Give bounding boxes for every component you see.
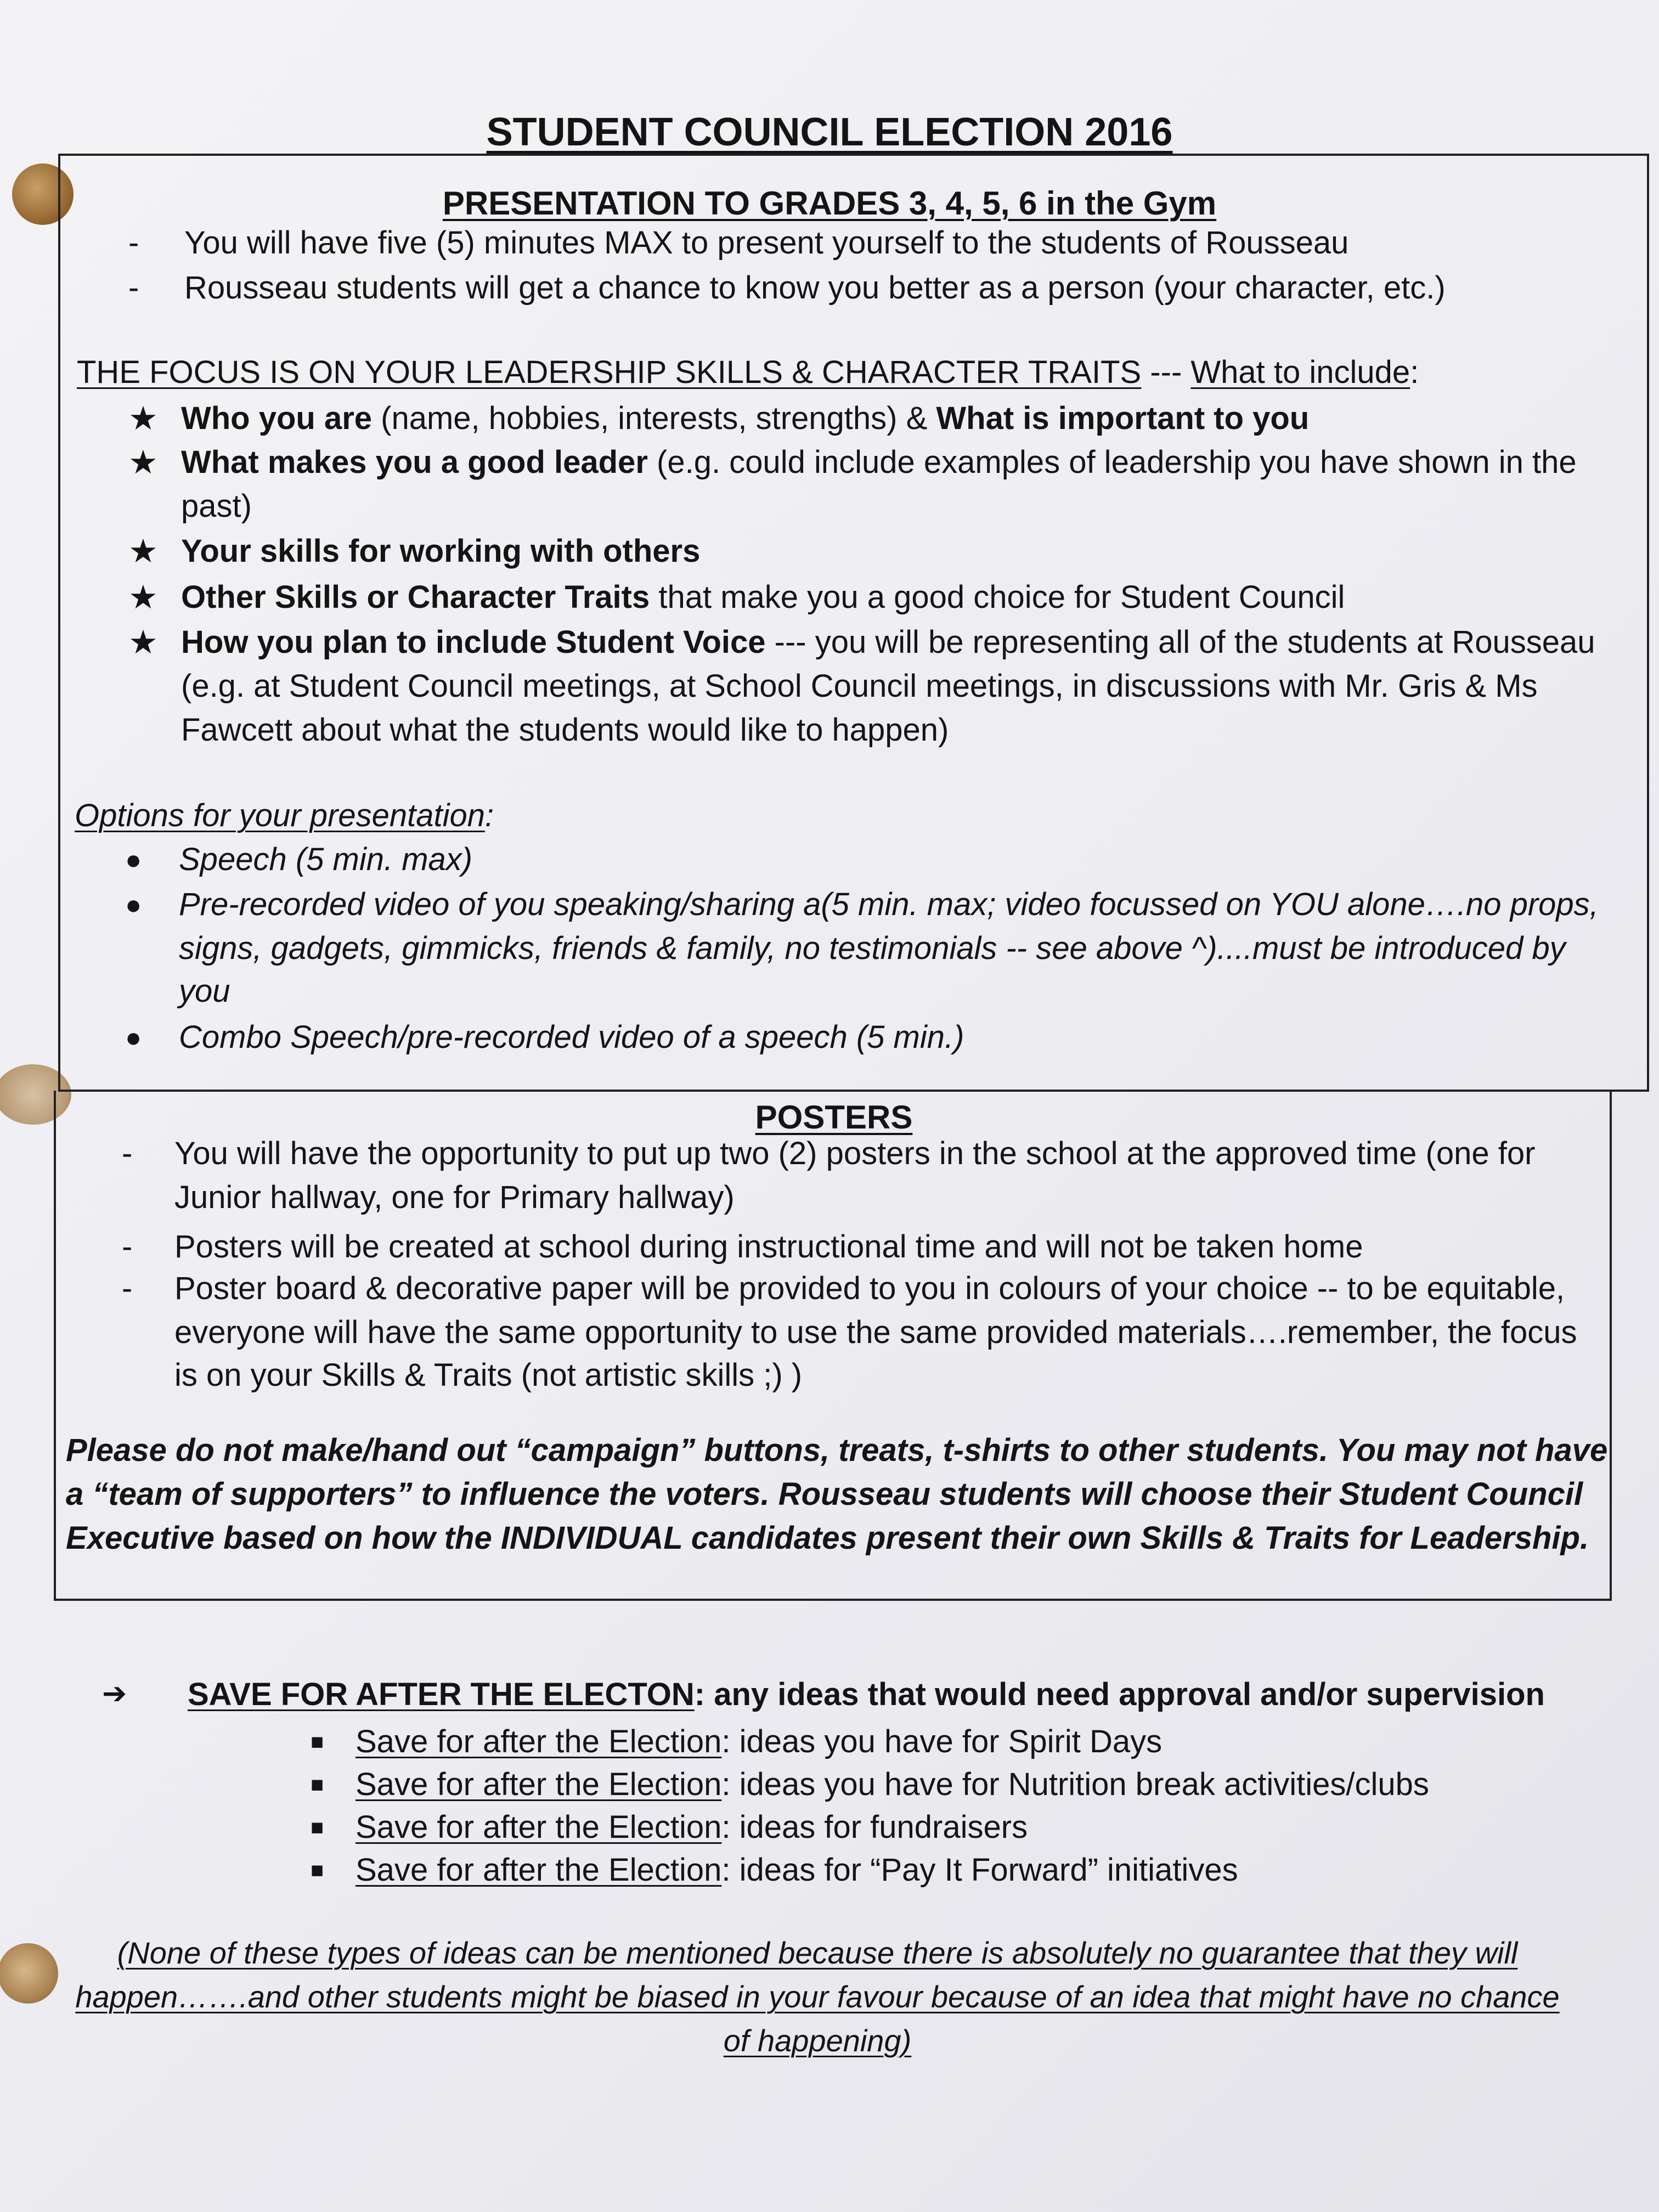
star-icon: ★ <box>128 400 158 437</box>
focus-item-5-text: --- you will be representing all of the students at Rousseau <box>765 624 1595 660</box>
focus-item-3 <box>181 530 700 573</box>
square-bullet-icon: ■ <box>311 1815 324 1839</box>
campaign-warning <box>66 1429 1613 1560</box>
focus-heading-tail: What to include <box>1190 354 1410 390</box>
focus-item-2-bold: What makes you a good leader <box>181 444 648 480</box>
square-bullet-icon: ■ <box>311 1730 324 1754</box>
square-bullet-icon: ■ <box>311 1773 324 1797</box>
after-item-text: : ideas for fundraisers <box>721 1809 1028 1845</box>
bullet-icon: ● <box>125 889 142 920</box>
closing-note <box>55 1931 1580 2063</box>
note-line-3: of happening) <box>723 2023 912 2058</box>
star-icon: ★ <box>128 533 158 569</box>
warning-line-2: a “team of supporters” to influence the voters. Rousseau students will choose their Student Council <box>66 1476 1583 1512</box>
option-video-cont-1: signs, gadgets, gimmicks, friends & family, no testimonials -- see above ^)....must be introduced by <box>179 930 1566 966</box>
option-combo: Combo Speech/pre-recorded video of a speech (5 min.) <box>179 1019 964 1055</box>
options-heading-text: Options for your presentation <box>75 798 485 833</box>
after-heading-tail: : any ideas that would need approval and/or supervision <box>694 1677 1545 1712</box>
presentation-point-1: You will have five (5) minutes MAX to present yourself to the students of Rousseau <box>184 225 1349 261</box>
focus-item-5 <box>181 621 1595 664</box>
focus-item-2-text: (e.g. could include examples of leadership you have shown in the <box>647 444 1577 480</box>
after-heading <box>188 1673 1545 1716</box>
focus-item-1-bold2: What is important to you <box>936 400 1310 436</box>
focus-item-1-bold: Who you are <box>181 400 373 436</box>
poster-point-3: Poster board & decorative paper will be provided to you in colours of your choice -- to be equitable, <box>174 1271 1565 1306</box>
focus-heading-colon: : <box>1410 354 1419 390</box>
dash-marker: - <box>122 1136 133 1171</box>
after-item-label: Save for after the Election <box>356 1724 722 1759</box>
note-line-1: (None of these types of ideas can be mentioned because there is absolutely no guarantee that they will <box>117 1936 1518 1970</box>
poster-point-3-cont-1: everyone will have the same opportunity to use the same provided materials….remember, the focus <box>174 1314 1577 1350</box>
after-heading-main: SAVE FOR AFTER THE ELECTON <box>188 1677 695 1712</box>
presentation-heading: PRESENTATION TO GRADES 3, 4, 5, 6 in the Gym <box>442 185 1217 222</box>
star-icon: ★ <box>128 624 158 661</box>
focus-item-5-bold: How you plan to include Student Voice <box>181 624 766 660</box>
punch-hole-bottom <box>0 1943 58 2004</box>
option-speech: Speech (5 min. max) <box>179 842 473 877</box>
option-video: Pre-recorded video of you speaking/sharing a(5 min. max; video focussed on YOU alone….no props, <box>179 887 1599 922</box>
focus-item-3-bold: Your skills for working with others <box>181 533 701 569</box>
after-item-2 <box>356 1763 1429 1806</box>
options-heading <box>75 794 494 837</box>
focus-item-4-text: that make you a good choice for Student Council <box>650 579 1345 615</box>
focus-item-1 <box>181 397 1309 440</box>
square-bullet-icon: ■ <box>311 1858 324 1882</box>
focus-item-5-cont-1: (e.g. at Student Council meetings, at School Council meetings, in discussions with Mr. Gris & Ms <box>181 668 1538 704</box>
dash-marker: - <box>122 1229 133 1265</box>
focus-heading <box>77 351 1419 394</box>
after-item-1 <box>356 1720 1162 1763</box>
note-line-2: happen…….and other students might be biased in your favour because of an idea that might have no chance <box>75 1979 1560 2014</box>
after-item-text: : ideas you have for Spirit Days <box>721 1724 1163 1759</box>
dash-marker: - <box>122 1271 133 1306</box>
after-item-3 <box>356 1806 1028 1849</box>
page-title: STUDENT COUNCIL ELECTION 2016 <box>486 110 1173 154</box>
focus-item-2 <box>181 441 1577 484</box>
arrow-icon: ➔ <box>102 1677 127 1710</box>
focus-item-4 <box>181 576 1345 619</box>
options-heading-colon: : <box>484 798 494 833</box>
focus-item-2-cont: past) <box>181 488 252 524</box>
star-icon: ★ <box>128 579 158 616</box>
after-item-label: Save for after the Election <box>356 1852 722 1888</box>
focus-item-1-text: (name, hobbies, interests, strengths) & <box>372 400 936 436</box>
warning-line-1: Please do not make/hand out “campaign” buttons, treats, t-shirts to other students. You may not have <box>66 1432 1608 1468</box>
poster-point-1: You will have the opportunity to put up two (2) posters in the school at the approved time (one for <box>174 1136 1536 1171</box>
bullet-icon: ● <box>125 1022 142 1053</box>
bullet-icon: ● <box>125 844 142 875</box>
dash-marker: - <box>128 225 139 261</box>
focus-heading-main: THE FOCUS IS ON YOUR LEADERSHIP SKILLS & CHARACTER TRAITS <box>77 354 1142 390</box>
star-icon: ★ <box>128 444 158 481</box>
option-video-cont-2: you <box>179 973 230 1009</box>
after-item-text: : ideas you have for Nutrition break activities/clubs <box>721 1767 1429 1802</box>
presentation-point-2: Rousseau students will get a chance to know you better as a person (your character, etc.) <box>184 270 1446 306</box>
poster-point-3-cont-2: is on your Skills & Traits (not artistic skills ;) ) <box>174 1357 803 1393</box>
after-item-text: : ideas for “Pay It Forward” initiatives <box>721 1852 1238 1888</box>
after-item-label: Save for after the Election <box>356 1809 722 1845</box>
poster-point-1-cont: Junior hallway, one for Primary hallway) <box>174 1180 735 1215</box>
poster-point-2: Posters will be created at school during instructional time and will not be taken home <box>174 1229 1363 1265</box>
dash-marker: - <box>128 270 139 306</box>
after-item-label: Save for after the Election <box>356 1767 722 1802</box>
focus-item-4-bold: Other Skills or Character Traits <box>181 579 650 615</box>
warning-line-3: Executive based on how the INDIVIDUAL candidates present their own Skills & Traits for Leadership. <box>66 1520 1589 1556</box>
focus-heading-sep: --- <box>1141 354 1191 390</box>
posters-heading: POSTERS <box>755 1099 913 1136</box>
after-item-4 <box>356 1849 1238 1892</box>
focus-item-5-cont-2: Fawcett about what the students would like to happen) <box>181 712 949 748</box>
